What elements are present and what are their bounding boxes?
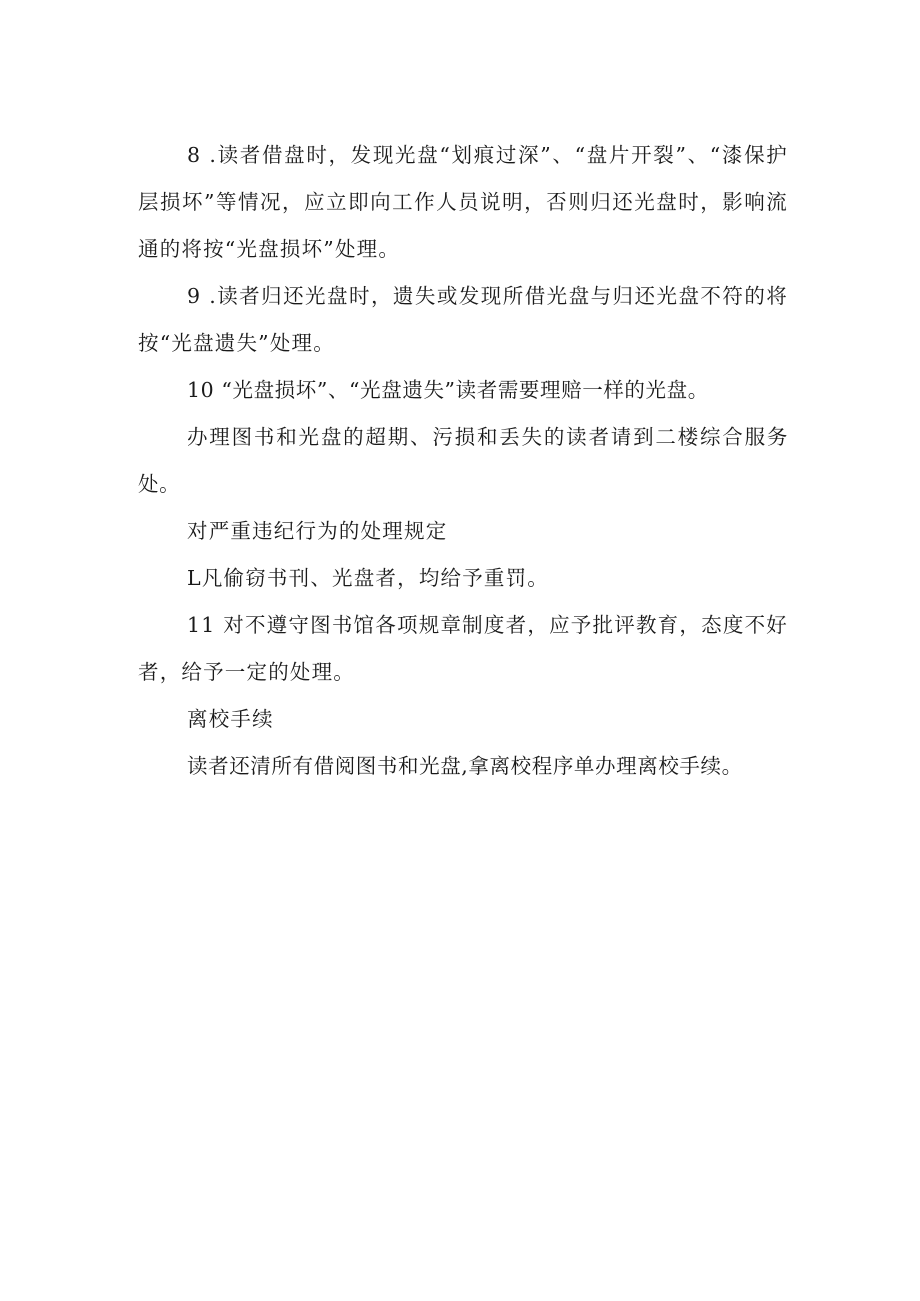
paragraph-disc-compensation-rule: 10 “光盘损坏”、“光盘遗失”读者需要理赔一样的光盘。 — [187, 378, 709, 402]
paragraph-disc-damage-rule: 8 .读者借盘时，发现光盘“划痕过深”、“盘片开裂”、“漆保护层损坏”等情况，应立即向工作人员说明，否则归还光盘时，影响流通的将按“光盘损坏”处理。 — [138, 143, 788, 261]
document-page — [138, 132, 788, 790]
paragraph-theft-rule: L凡偷窃书刊、光盘者，均给予重罚。 — [187, 566, 550, 590]
paragraph-leaving-procedure: 读者还清所有借阅图书和光盘,拿离校程序单办理离校手续。 — [187, 754, 743, 778]
paragraph-disc-return-rule: 9 .读者归还光盘时，遗失或发现所借光盘与归还光盘不符的将按“光盘遗失”处理。 — [138, 284, 788, 355]
section-heading-leaving-school: 离校手续 — [187, 707, 274, 731]
section-heading-violations: 对严重违纪行为的处理规定 — [187, 519, 448, 543]
paragraph-noncompliance-rule: 11 对不遵守图书馆各项规章制度者，应予批评教育，态度不好者，给予一定的处理。 — [138, 613, 788, 684]
paragraph-service-desk-note: 办理图书和光盘的超期、污损和丢失的读者请到二楼综合服务处。 — [138, 425, 788, 496]
